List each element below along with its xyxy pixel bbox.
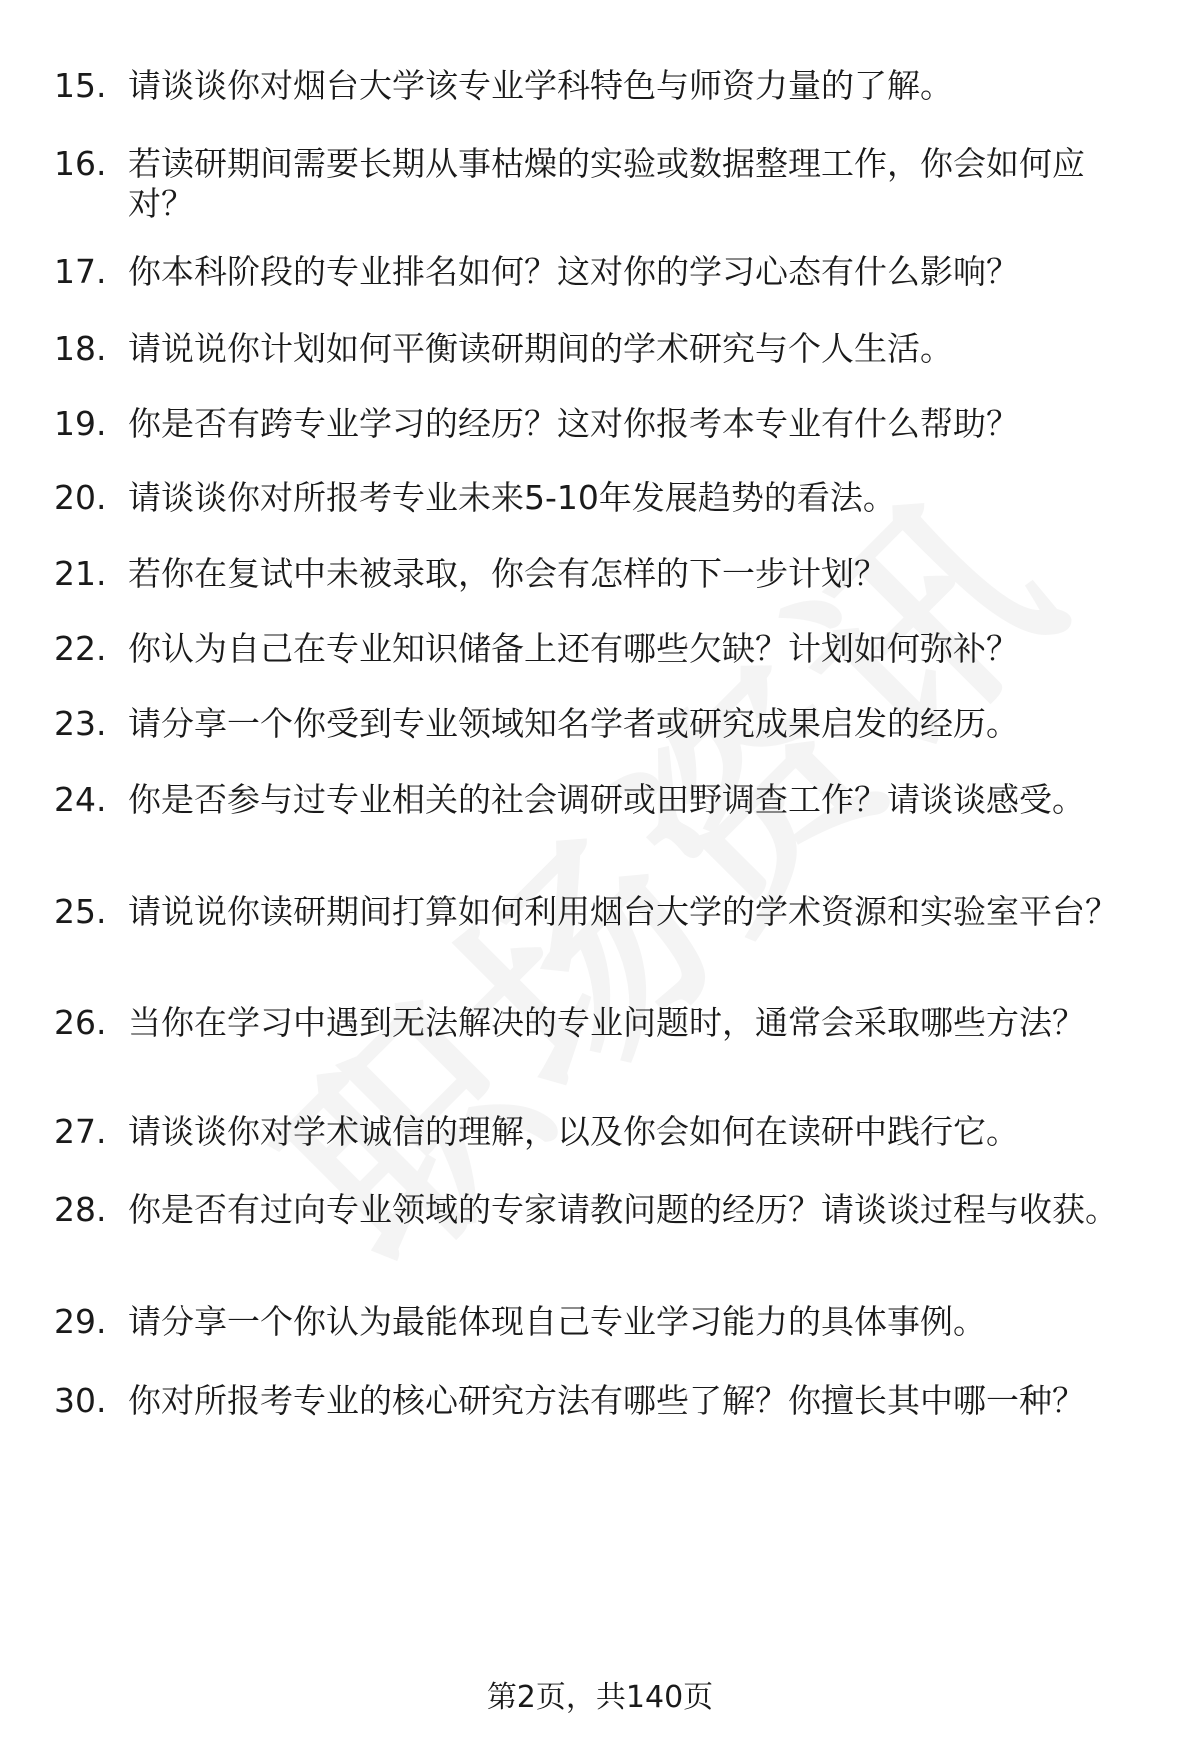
watermark xyxy=(204,409,1117,1322)
question-text: 若读研期间需要长期从事枯燥的实验或数据整理工作，你会如何应对？ xyxy=(128,144,1085,223)
question-number: 27. xyxy=(54,1112,107,1151)
question-text: 你是否有过向专业领域的专家请教问题的经历？请谈谈过程与收获。 xyxy=(128,1190,1118,1229)
question-number: 22. xyxy=(54,629,107,668)
question-text: 请谈谈你对烟台大学该专业学科特色与师资力量的了解。 xyxy=(128,66,953,105)
question-number: 28. xyxy=(54,1190,107,1229)
question-text: 请谈谈你对学术诚信的理解，以及你会如何在读研中践行它。 xyxy=(128,1112,1019,1151)
question-number: 21. xyxy=(54,554,107,593)
question-number: 20. xyxy=(54,478,107,517)
question-number: 16. xyxy=(54,144,107,183)
question-number: 30. xyxy=(54,1381,107,1420)
question-text: 请谈谈你对所报考专业未来5-10年发展趋势的看法。 xyxy=(128,478,896,517)
question-text: 你是否有跨专业学习的经历？这对你报考本专业有什么帮助？ xyxy=(128,404,1019,443)
question-text: 请说说你读研期间打算如何利用烟台大学的学术资源和实验室平台？ xyxy=(128,892,1118,931)
question-text: 你对所报考专业的核心研究方法有哪些了解？你擅长其中哪一种？ xyxy=(128,1381,1085,1420)
question-number: 15. xyxy=(54,66,107,105)
question-text: 请说说你计划如何平衡读研期间的学术研究与个人生活。 xyxy=(128,329,953,368)
question-text: 请分享一个你受到专业领域知名学者或研究成果启发的经历。 xyxy=(128,704,1019,743)
question-text: 你认为自己在专业知识储备上还有哪些欠缺？计划如何弥补？ xyxy=(128,629,1019,668)
question-text: 请分享一个你认为最能体现自己专业学习能力的具体事例。 xyxy=(128,1302,986,1341)
question-text: 若你在复试中未被录取，你会有怎样的下一步计划？ xyxy=(128,554,887,593)
question-number: 25. xyxy=(54,892,107,931)
question-text: 你本科阶段的专业排名如何？这对你的学习心态有什么影响？ xyxy=(128,252,1019,291)
question-number: 17. xyxy=(54,252,107,291)
question-text: 当你在学习中遇到无法解决的专业问题时，通常会采取哪些方法？ xyxy=(128,1003,1085,1042)
question-number: 29. xyxy=(54,1302,107,1341)
question-text: 你是否参与过专业相关的社会调研或田野调查工作？请谈谈感受。 xyxy=(128,780,1085,819)
question-number: 24. xyxy=(54,780,107,819)
question-number: 26. xyxy=(54,1003,107,1042)
question-number: 23. xyxy=(54,704,107,743)
page-footer: 第2页，共140页 xyxy=(486,1680,714,1715)
question-number: 19. xyxy=(54,404,107,443)
question-number: 18. xyxy=(54,329,107,368)
